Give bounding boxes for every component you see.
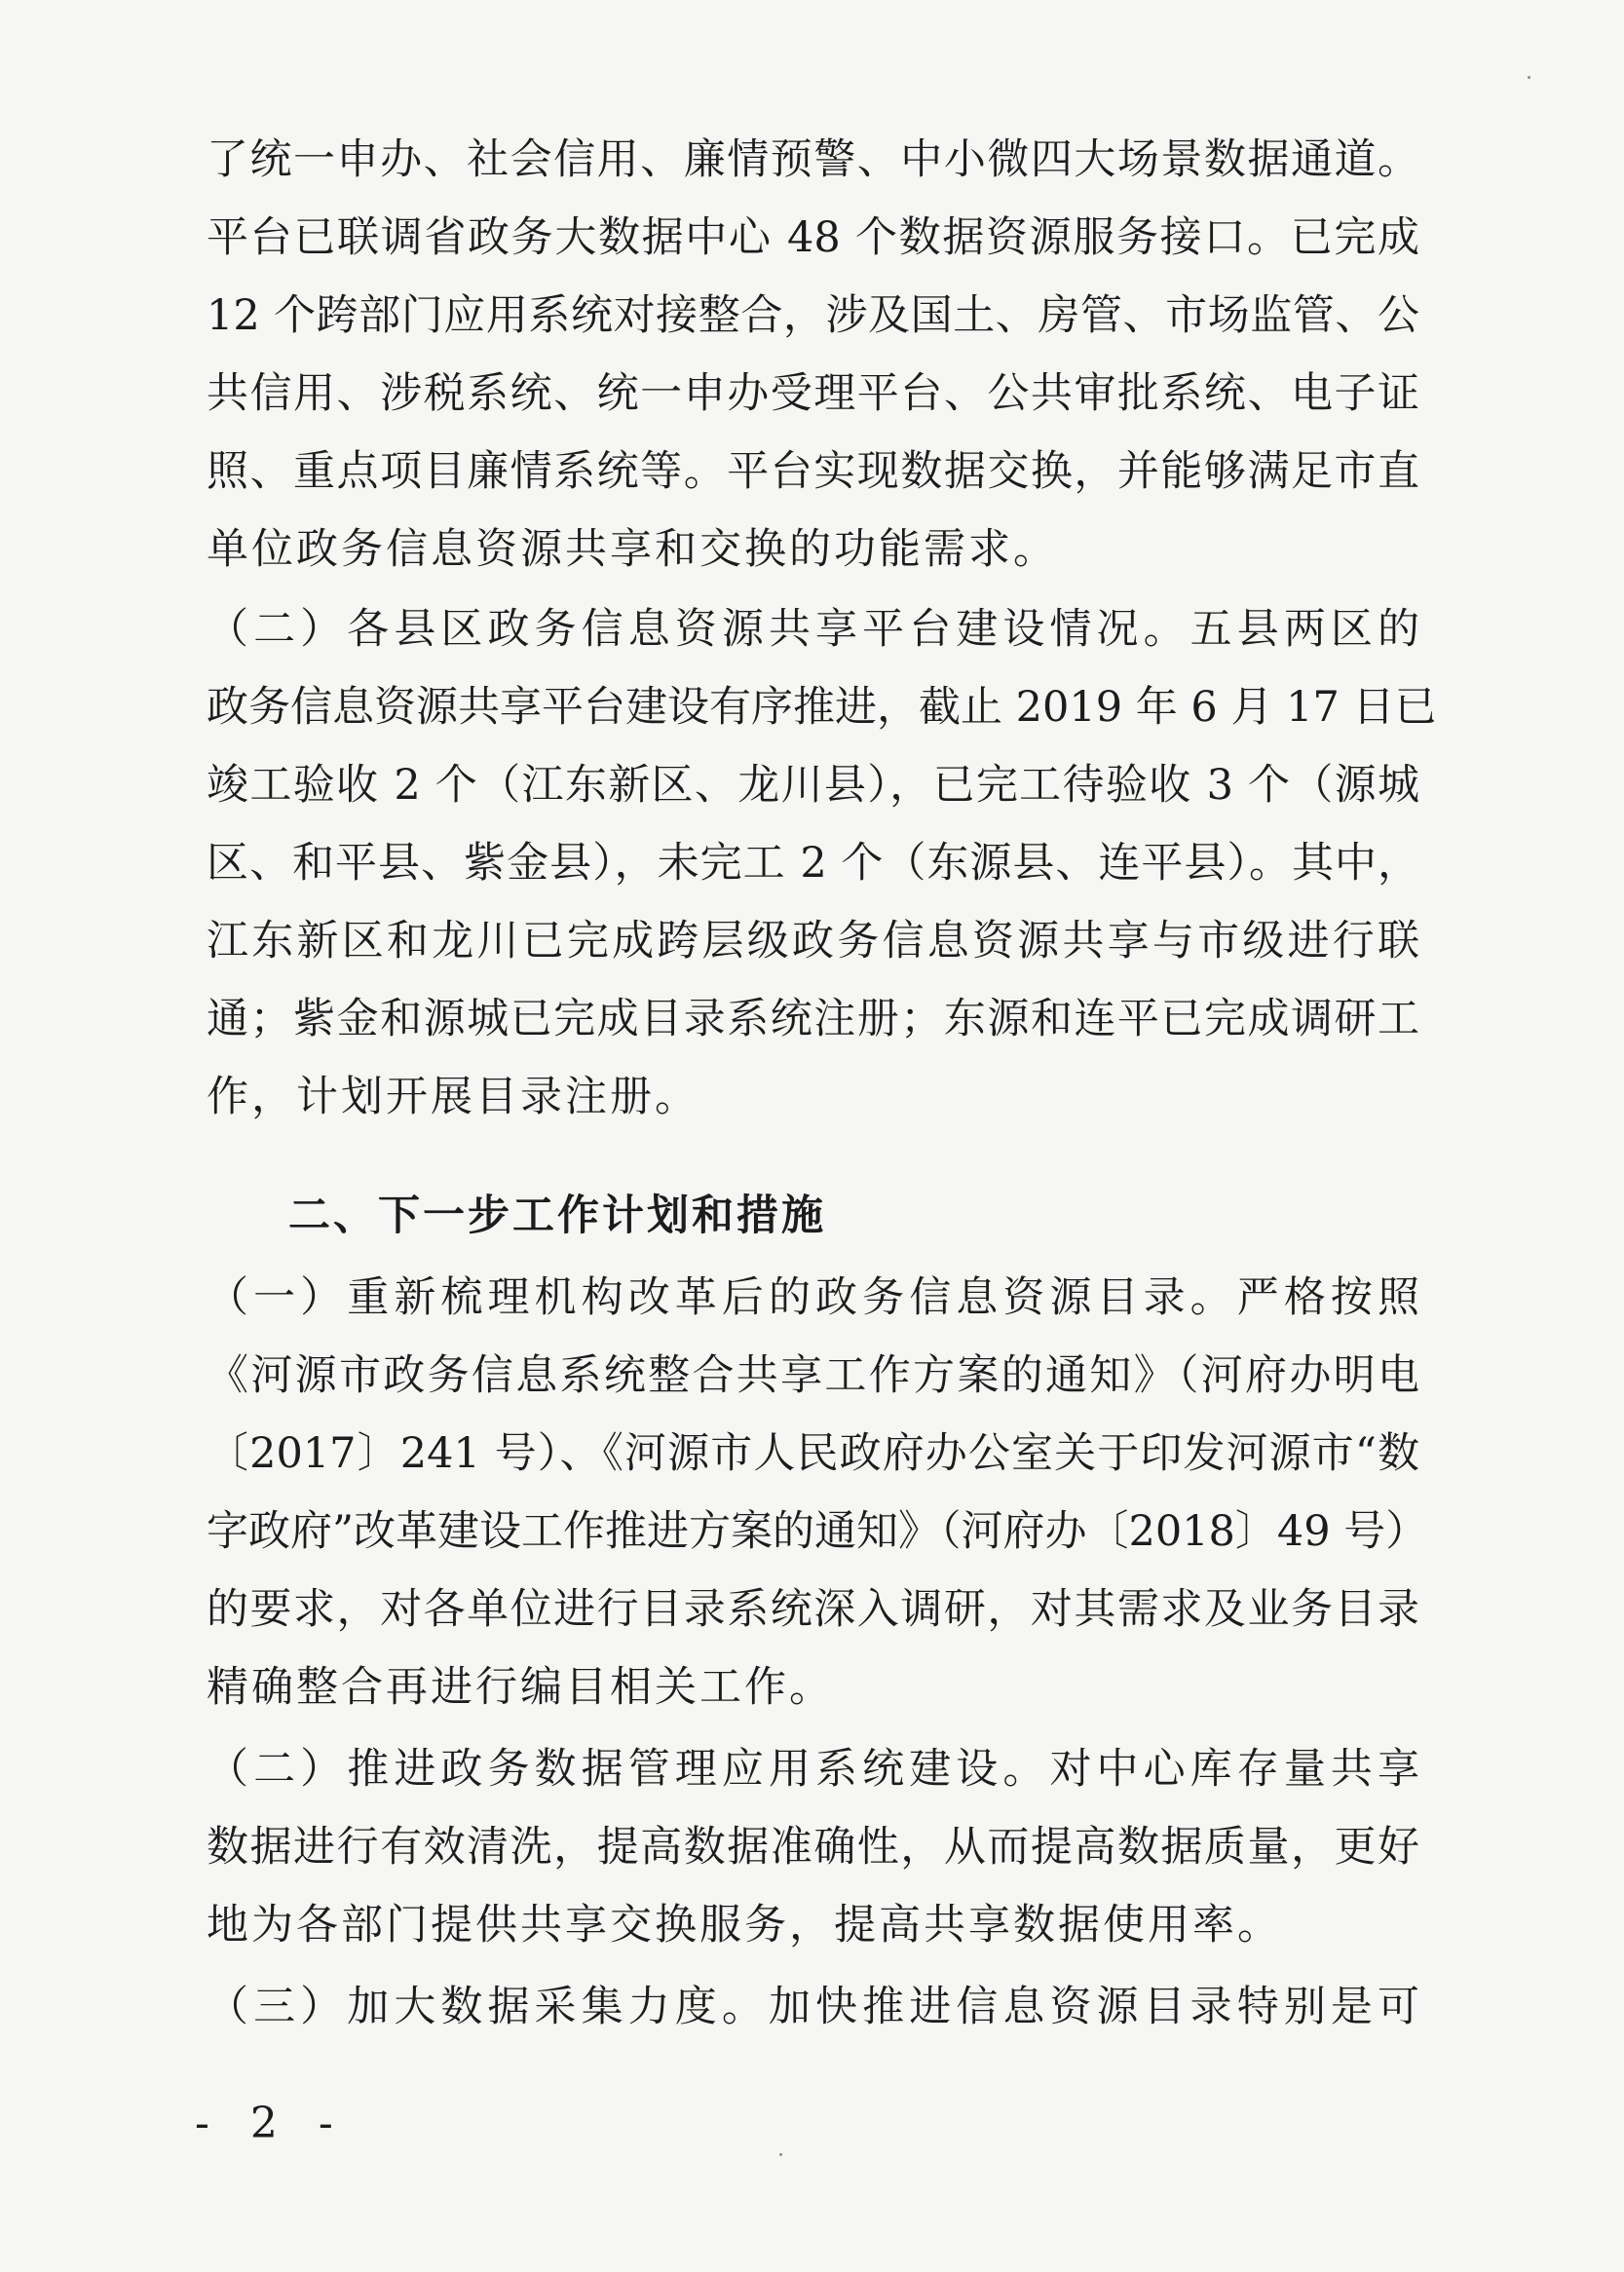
scan-speck [1528,76,1530,79]
body-line: 精确整合再进行编目相关工作。 [207,1663,834,1712]
body-line: 了统一申办、社会信用、廉情预警、中小微四大场景数据通道。 [207,135,1419,184]
body-line: 平台已联调省政务大数据中心 48 个数据资源服务接口。已完成 [207,213,1419,262]
body-line: 的要求，对各单位进行目录系统深入调研，对其需求及业务目录 [207,1585,1419,1634]
subsection-three-first-line: （三）加大数据采集力度。加快推进信息资源目录特别是可 [207,1983,1419,2031]
body-line: 区、和平县、紫金县），未完工 2 个（东源县、连平县）。其中， [207,839,1419,888]
scan-speck [779,2153,782,2156]
page-number: - 2 - [195,2099,347,2148]
body-line: 政务信息资源共享平台建设有序推进，截止 2019 年 6 月 17 日已 [207,683,1437,732]
body-line: 〔2017〕241 号）、《河源市人民政府办公室关于印发河源市“数 [207,1429,1419,1478]
body-line: 《河源市政务信息系统整合共享工作方案的通知》（河府办明电 [207,1351,1419,1400]
subsection-two-next-first-line: （二）推进政务数据管理应用系统建设。对中心库存量共享 [207,1745,1419,1794]
subsection-one-first-line: （一）重新梳理机构改革后的政务信息资源目录。严格按照 [207,1273,1419,1322]
body-line: 照、重点项目廉情系统等。平台实现数据交换，并能够满足市直 [207,447,1419,496]
body-line: 作，计划开展目录注册。 [207,1073,699,1121]
body-line: 地为各部门提供共享交换服务，提高共享数据使用率。 [207,1901,1282,1950]
body-line: 单位政务信息资源共享和交换的功能需求。 [207,525,1058,574]
body-line: 数据进行有效清洗，提高数据准确性，从而提高数据质量，更好 [207,1823,1419,1872]
body-line: 江东新区和龙川已完成跨层级政务信息资源共享与市级进行联 [207,917,1419,966]
section-heading: 二、下一步工作计划和措施 [288,1192,826,1240]
body-line: 通；紫金和源城已完成目录系统注册；东源和连平已完成调研工 [207,995,1419,1043]
body-line: 共信用、涉税系统、统一申办受理平台、公共审批系统、电子证 [207,369,1419,418]
body-line: 字政府”改革建设工作推进方案的通知》（河府办〔2018〕49 号） [207,1507,1428,1556]
subsection-two-first-line: （二）各县区政务信息资源共享平台建设情况。五县两区的 [207,605,1419,654]
body-line: 竣工验收 2 个（江东新区、龙川县），已完工待验收 3 个（源城 [207,761,1419,810]
body-line: 12 个跨部门应用系统对接整合，涉及国土、房管、市场监管、公 [207,291,1419,340]
